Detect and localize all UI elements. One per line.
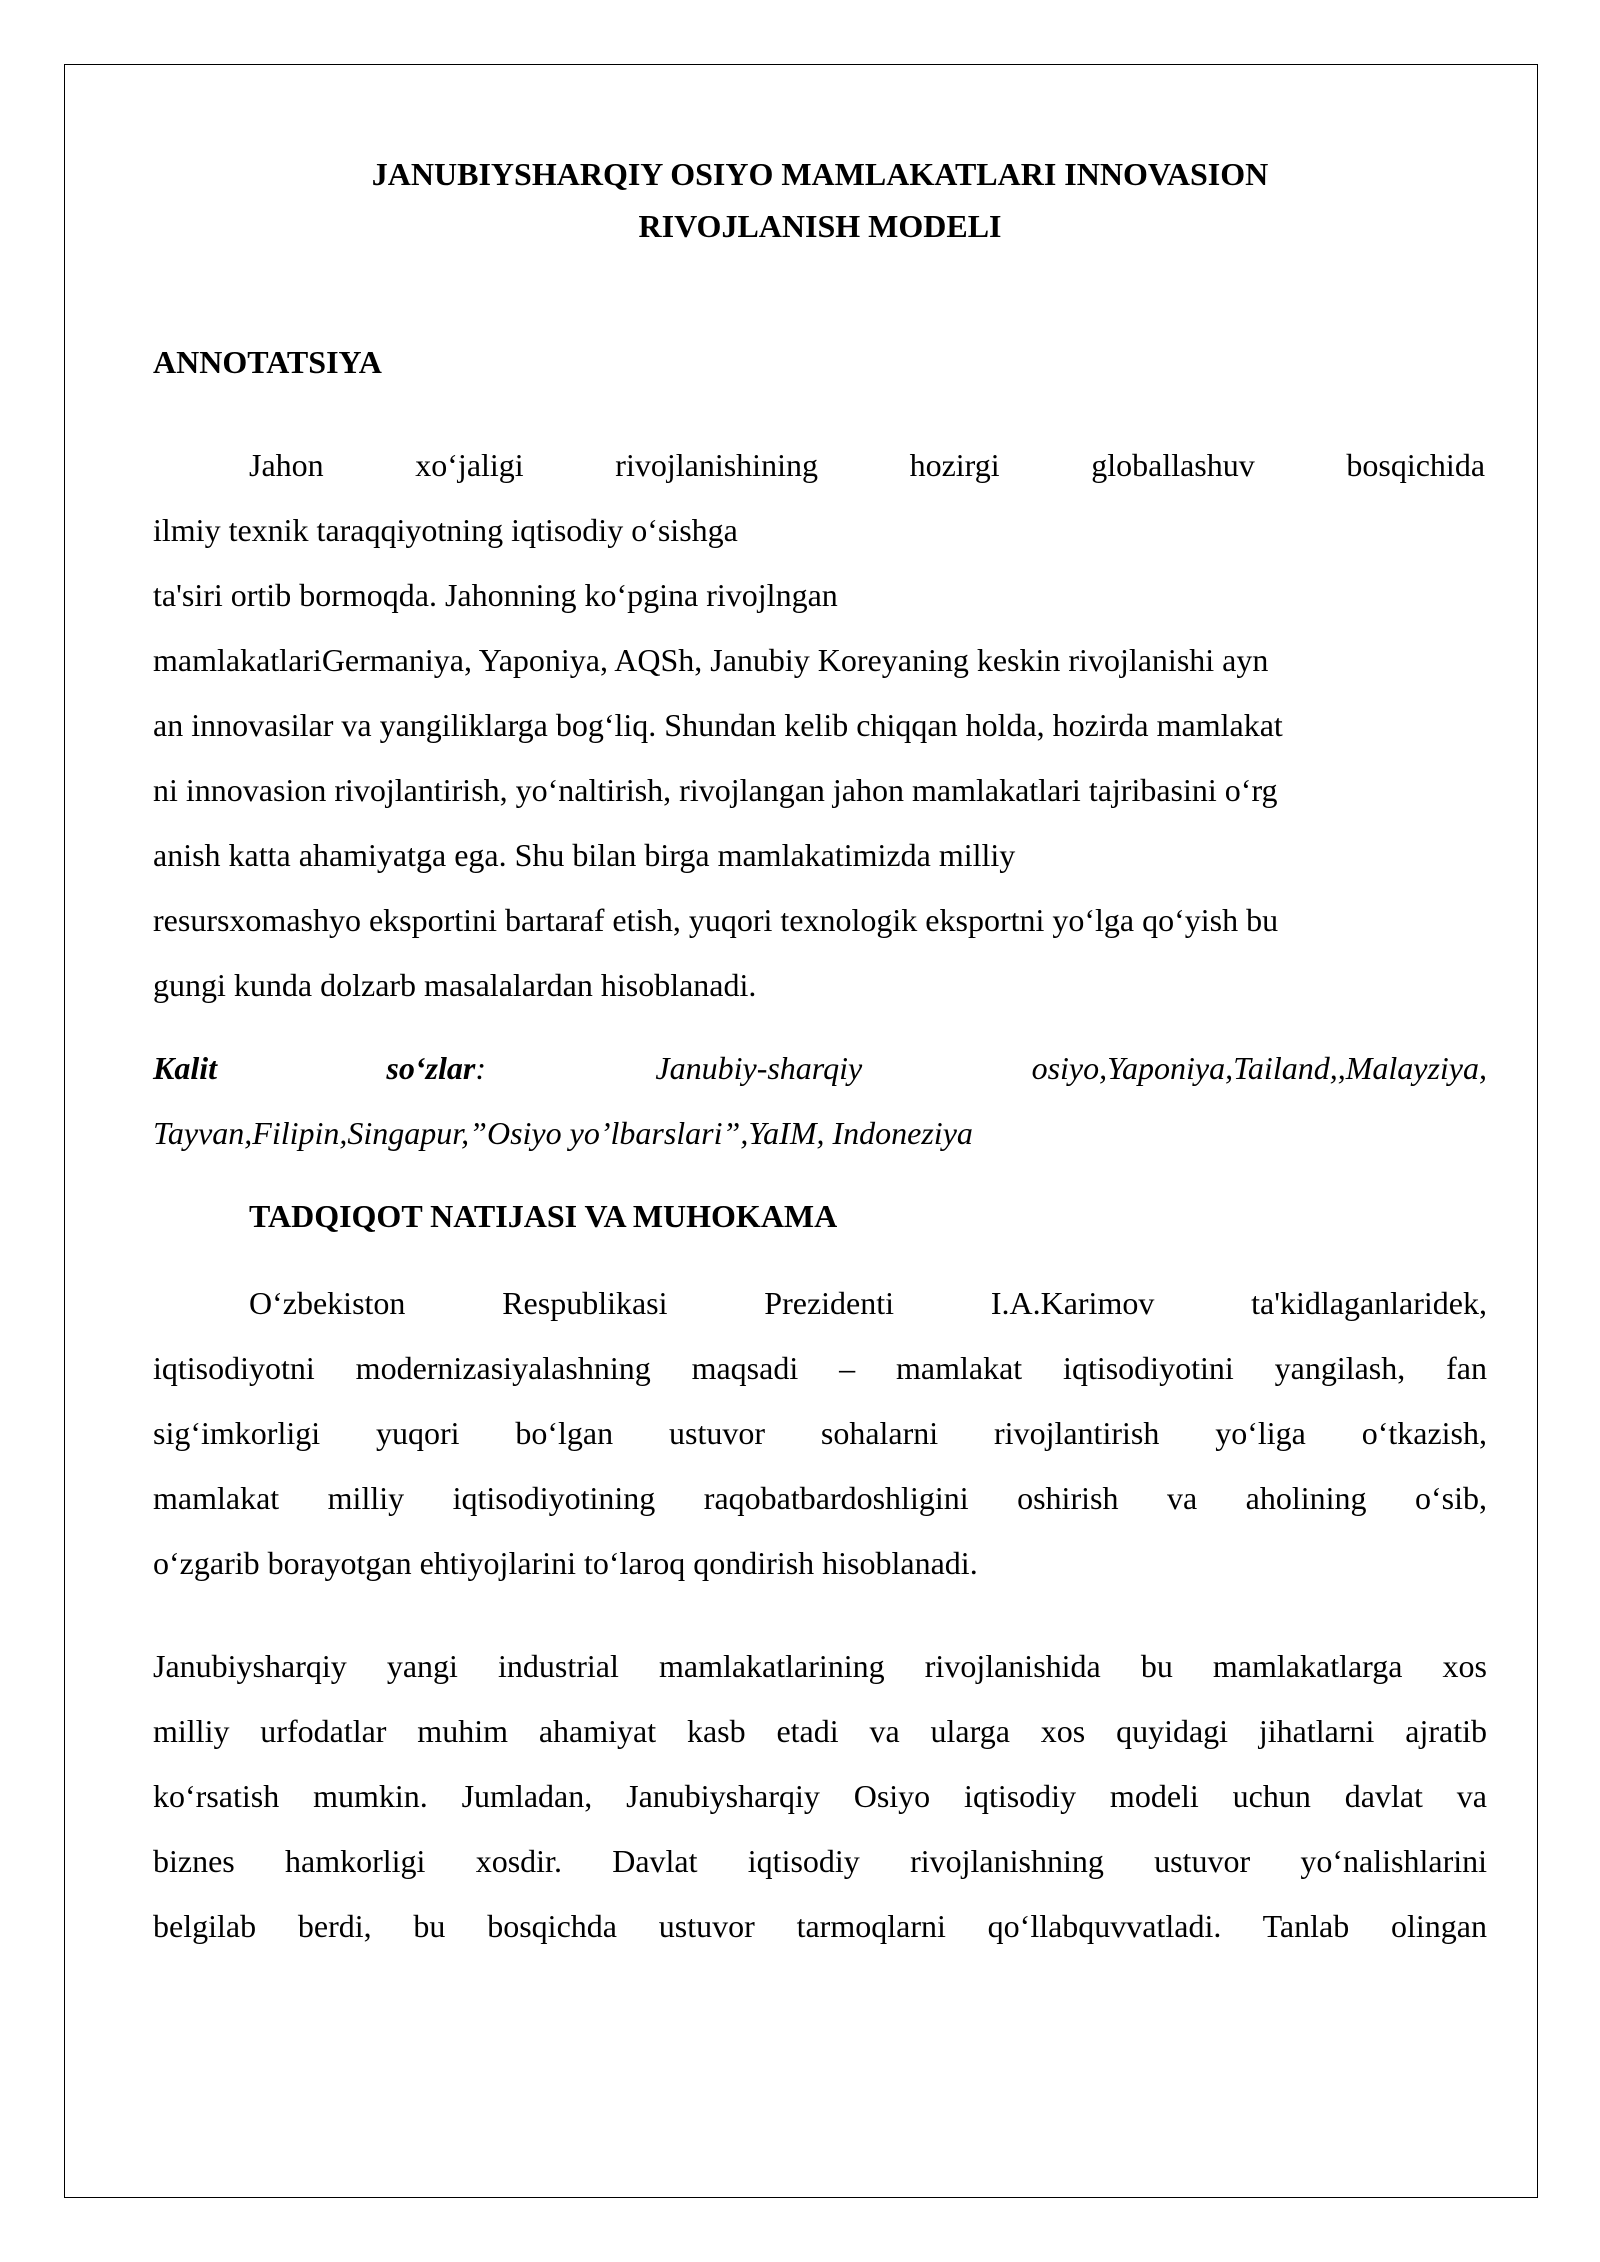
paragraph-line: milliy urfodatlar muhim ahamiyat kasb etadi va ularga xos quyidagi jihatlarni ajratib bbox=[153, 1713, 1487, 1749]
paragraph-line: O‘zbekiston Respublikasi Prezidenti I.A.Karimov ta'kidlaganlaridek, bbox=[249, 1285, 1487, 1321]
paragraph-line: biznes hamkorligi xosdir. Davlat iqtisodiy rivojlanishning ustuvor yo‘nalishlarini bbox=[153, 1843, 1487, 1879]
paragraph-line: iqtisodiyotni modernizasiyalashning maqsadi – mamlakat iqtisodiyotini yangilash, fan bbox=[153, 1350, 1487, 1386]
annotation-line: ni innovasion rivojlantirish, yo‘naltirish, rivojlangan jahon mamlakatlari tajribasini o‘rg bbox=[153, 772, 1278, 808]
document-title bbox=[153, 148, 1487, 252]
keywords-label: Kalit bbox=[153, 1050, 218, 1086]
annotation-line: anish katta ahamiyatga ega. Shu bilan birga mamlakatimizda milliy bbox=[153, 837, 1016, 873]
section-heading: TADQIQOT NATIJASI VA MUHOKAMA bbox=[249, 1198, 838, 1234]
paragraph-line: ko‘rsatish mumkin. Jumladan, Janubiysharqiy Osiyo iqtisodiy modeli uchun davlat va bbox=[153, 1778, 1487, 1814]
keywords-line-1 bbox=[153, 1036, 1487, 1101]
title-line-1: JANUBIYSHARQIY OSIYO MAMLAKATLARI INNOVASION bbox=[371, 156, 1269, 192]
keywords bbox=[153, 1036, 1487, 1166]
document-body bbox=[153, 148, 1487, 1959]
keywords-label-2: so‘zlar bbox=[386, 1050, 476, 1086]
annotation-line: ta'siri ortib bormoqda. Jahonning ko‘pgina rivojlngan bbox=[153, 577, 838, 613]
annotation-line: ilmiy texnik taraqqiyotning iqtisodiy o‘sishga bbox=[153, 512, 738, 548]
annotation-paragraph bbox=[153, 433, 1487, 1018]
keywords-colon: : bbox=[475, 1050, 486, 1086]
annotation-heading: ANNOTATSIYA bbox=[153, 344, 382, 380]
annotation-first-line: Jahon xo‘jaligi rivojlanishining hozirgi globallashuv bosqichida bbox=[249, 447, 1486, 483]
annotation-line: resursxomashyo eksportini bartaraf etish, yuqori texnologik eksportni yo‘lga qo‘yish bu bbox=[153, 902, 1279, 938]
title-line-2: RIVOJLANISH MODELI bbox=[638, 208, 1002, 244]
keyword-item: osiyo,Yaponiya,Tailand,,Malayziya, bbox=[1031, 1050, 1487, 1086]
paragraph-line: sig‘imkorligi yuqori bo‘lgan ustuvor sohalarni rivojlantirish yo‘liga o‘tkazish, bbox=[153, 1415, 1487, 1451]
southeast-asia-paragraph bbox=[153, 1634, 1487, 1959]
annotation-line: an innovasilar va yangiliklarga bog‘liq. Shundan kelib chiqqan holda, hozirda mamlakat bbox=[153, 707, 1283, 743]
keyword-item: Janubiy-sharqiy bbox=[655, 1050, 863, 1086]
paragraph-line: belgilab berdi, bu bosqichda ustuvor tarmoqlarni qo‘llabquvvatladi. Tanlab olingan bbox=[153, 1908, 1487, 1944]
keywords-line-2: Tayvan,Filipin,Singapur,”Osiyo yo’lbarslari”,YaIM, Indoneziya bbox=[153, 1115, 973, 1151]
paragraph-line: o‘zgarib borayotgan ehtiyojlarini to‘laroq qondirish hisoblanadi. bbox=[153, 1545, 978, 1581]
annotation-line: gungi kunda dolzarb masalalardan hisoblanadi. bbox=[153, 967, 757, 1003]
paragraph-line: mamlakat milliy iqtisodiyotining raqobatbardoshligini oshirish va aholining o‘sib, bbox=[153, 1480, 1487, 1516]
results-paragraph bbox=[153, 1271, 1487, 1596]
paragraph-line: Janubiysharqiy yangi industrial mamlakatlarining rivojlanishida bu mamlakatlarga xos bbox=[153, 1648, 1487, 1684]
annotation-line: mamlakatlariGermaniya, Yaponiya, AQSh, Janubiy Koreyaning keskin rivojlanishi ayn bbox=[153, 642, 1269, 678]
